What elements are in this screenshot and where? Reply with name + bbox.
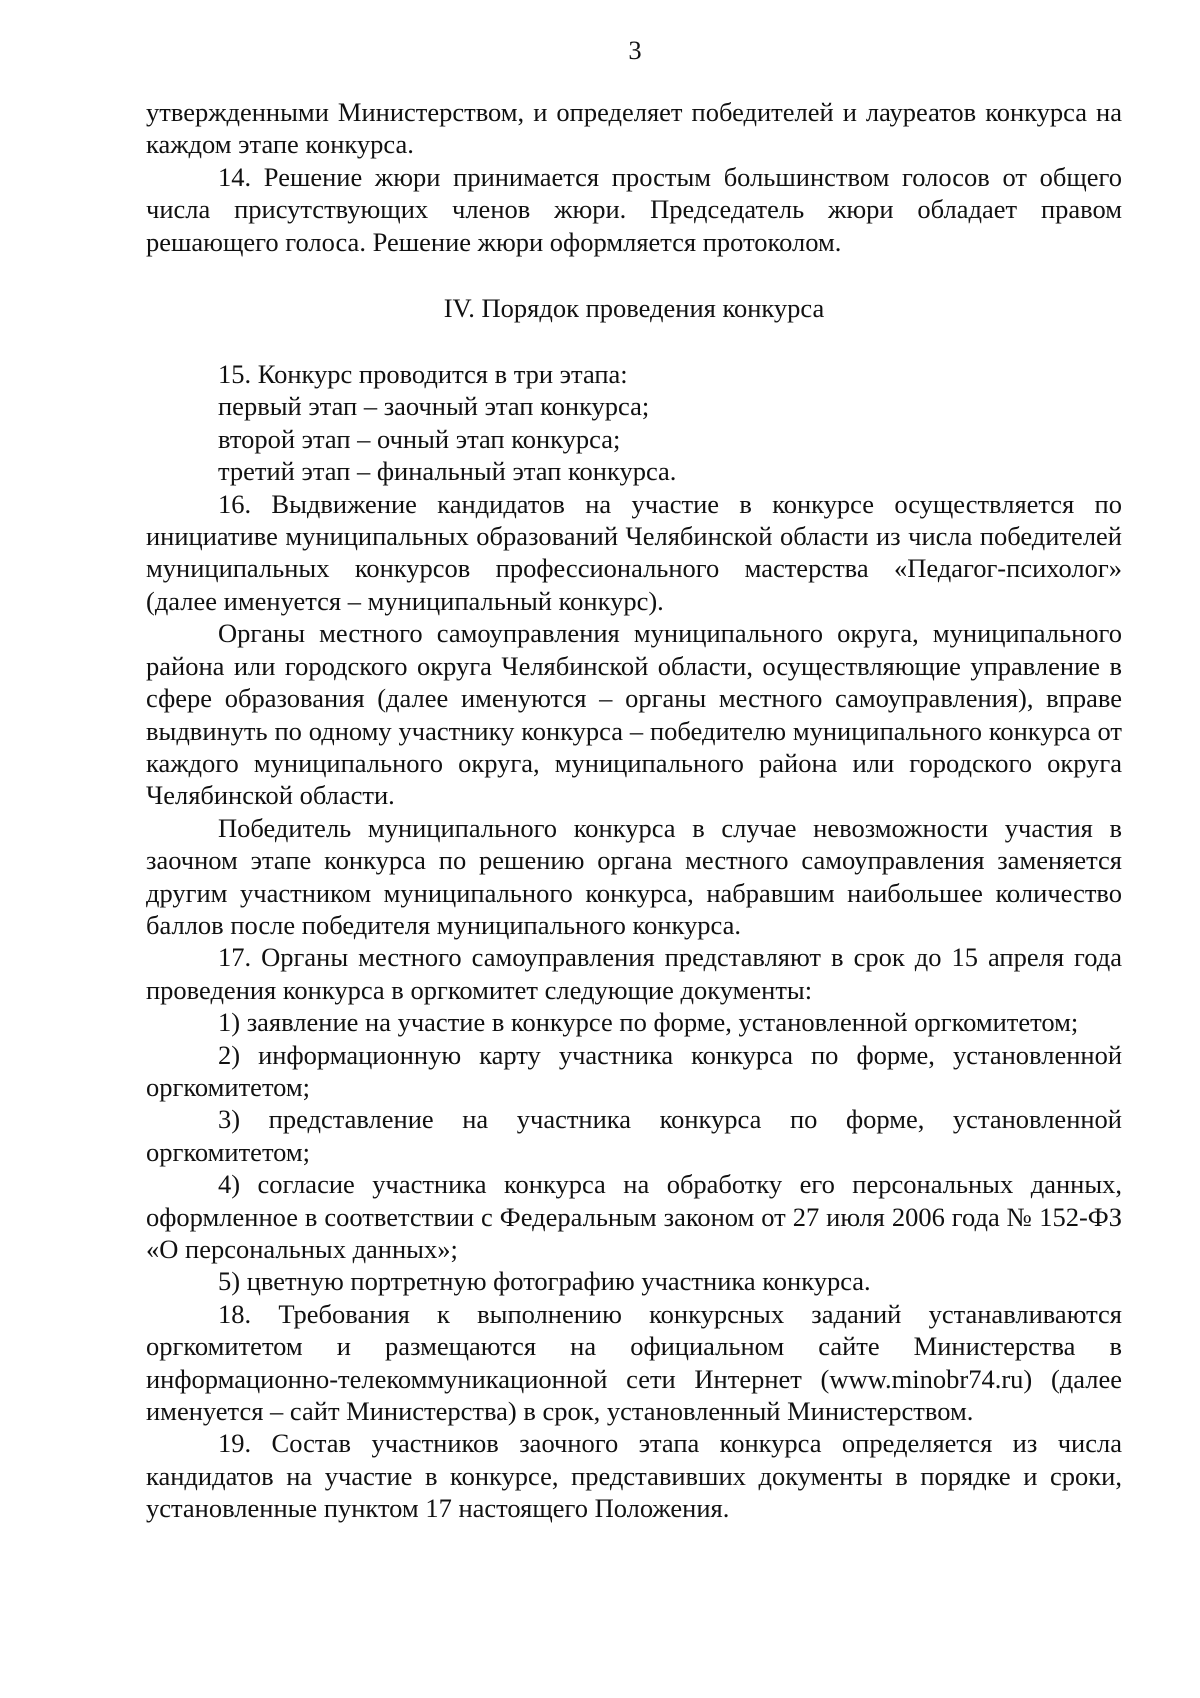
paragraph-16-replacement: Победитель муниципального конкурса в случае невозможности участия в заочном этапе конкурса по решению органа местного самоуправления заменяется другим участником муниципального конкурса, набравшим наибольшее количество баллов после победителя муниципального конкурса. [146,812,1122,940]
document-body [146,96,1122,1525]
paragraph-14: 14. Решение жюри принимается простым большинством голосов от общего числа присутствующих членов жюри. Председатель жюри обладает правом решающего голоса. Решение жюри оформляется протоколом. [146,161,1122,257]
section-title: IV. Порядок проведения конкурса [443,293,825,324]
stage-item: третий этап – финальный этап конкурса. [218,456,677,487]
paragraph-15-intro: 15. Конкурс проводится в три этапа: [218,359,628,390]
document-list-item: 4) согласие участника конкурса на обработку его персональных данных, оформленное в соответствии с Федеральным законом от 27 июля 2006 года № 152-ФЗ «О персональных данных»; [146,1169,1122,1264]
paragraph-13-continuation: утвержденными Министерством, и определяет победителей и лауреатов конкурса на каждом этапе конкурса. [146,97,1122,160]
document-list-item: 2) информационную карту участника конкурса по форме, установленной оргкомитетом; [146,1039,1122,1102]
stage-item: второй этап – очный этап конкурса; [218,423,621,454]
stage-item: первый этап – заочный этап конкурса; [218,391,650,422]
page-number: 3 [628,35,642,65]
paragraph-17-intro: 17. Органы местного самоуправления представляют в срок до 15 апреля года проведения конкурса в оргкомитет следующие документы: [146,942,1122,1005]
paragraph-16-organs: Органы местного самоуправления муниципального округа, муниципального района или городского округа Челябинской области, осуществляющие управление в сфере образования (далее именуются – органы местного самоуправления), вправе выдвинуть по одному участнику конкурса – победителю муниципального конкурса от каждого муниципального округа, муниципального района или городского округа Челябинской области. [146,618,1122,811]
document-list-item: 1) заявление на участие в конкурсе по форме, установленной оргкомитетом; [218,1007,1079,1038]
paragraph-18: 18. Требования к выполнению конкурсных заданий устанавливаются оргкомитетом и размещаются на официальном сайте Министерства в информационно-телекоммуникационной сети Интернет (www.minobr74.ru) (далее именуется – сайт Министерства) в срок, установленный Министерством. [146,1298,1122,1427]
paragraph-19: 19. Состав участников заочного этапа конкурса определяется из числа кандидатов на участие в конкурсе, представивших документы в порядке и сроки, установленные пунктом 17 настоящего Положения. [146,1428,1122,1524]
document-list-item: 5) цветную портретную фотографию участника конкурса. [218,1266,871,1297]
document-list-item: 3) представление на участника конкурса по форме, установленной оргкомитетом; [146,1104,1122,1167]
paragraph-16: 16. Выдвижение кандидатов на участие в конкурсе осуществляется по инициативе муниципальных образований Челябинской области из числа победителей муниципальных конкурсов профессионального мастерства «Педагог-психолог» (далее именуется – муниципальный конкурс). [146,488,1122,616]
